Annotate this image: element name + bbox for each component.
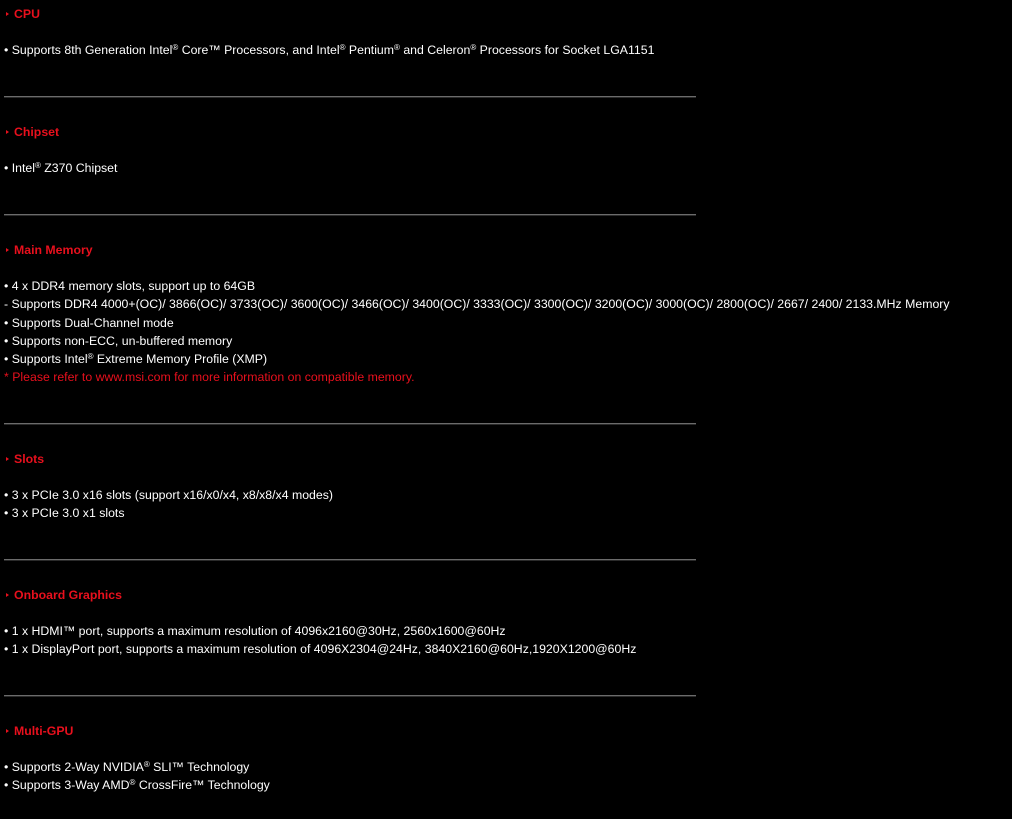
section-heading <box>4 722 1010 740</box>
caret-right-icon <box>6 593 9 597</box>
section-title: Slots <box>14 452 45 466</box>
section-title: CPU <box>14 7 40 21</box>
spec-line: • Supports non-ECC, un-buffered memory <box>4 333 233 348</box>
section-heading <box>4 450 1010 468</box>
spec-section-slots <box>4 450 1010 523</box>
section-heading <box>4 586 1010 604</box>
spec-section-multi-gpu <box>4 722 1010 795</box>
spec-line: • 3 x PCIe 3.0 x1 slots <box>4 506 125 521</box>
section-divider <box>4 214 696 216</box>
caret-right-icon <box>6 12 9 16</box>
section-title: Onboard Graphics <box>14 588 122 602</box>
spec-line: - Supports DDR4 4000+(OC)/ 3866(OC)/ 3733(OC)/ 3600(OC)/ 3466(OC)/ 3400(OC)/ 3333(OC)/ 3300(OC)/ 3200(OC)/ 3000(OC)/ 2800(OC)/ 2667/ 2400/ 2133.MHz Memory <box>4 297 950 312</box>
section-divider <box>4 559 696 561</box>
spec-section-onboard-graphics <box>4 586 1010 659</box>
spec-line: • 4 x DDR4 memory slots, support up to 64GB <box>4 279 256 293</box>
spec-line: • Supports 2-Way NVIDIA® SLI™ Technology <box>4 760 250 774</box>
spec-line: • 1 x DisplayPort port, supports a maximum resolution of 4096X2304@24Hz, 3840X2160@60Hz,1920X1200@60Hz <box>4 642 637 657</box>
caret-right-icon <box>6 457 9 461</box>
memory-compatibility-note: * Please refer to www.msi.com for more information on compatible memory. <box>4 370 415 385</box>
section-heading <box>4 5 1010 23</box>
spec-section-main-memory <box>4 241 1010 387</box>
spec-line: • Supports Intel® Extreme Memory Profile (XMP) <box>4 352 268 367</box>
section-heading <box>4 241 1010 259</box>
section-divider <box>4 695 696 697</box>
spec-line: • Supports Dual-Channel mode <box>4 315 174 330</box>
section-title: Multi-GPU <box>14 724 74 738</box>
section-title: Main Memory <box>14 243 93 257</box>
caret-right-icon <box>6 729 9 733</box>
spec-line: • Intel® Z370 Chipset <box>4 161 118 175</box>
section-title: Chipset <box>14 125 60 139</box>
spec-section-chipset <box>4 123 1010 177</box>
caret-right-icon <box>6 248 9 252</box>
spec-line: • Supports 8th Generation Intel® Core™ Processors, and Intel® Pentium® and Celeron® Processors for Socket LGA1151 <box>4 43 655 57</box>
spec-section-cpu <box>4 5 1010 59</box>
spec-line: • 1 x HDMI™ port, supports a maximum resolution of 4096x2160@30Hz, 2560x1600@60Hz <box>4 624 506 638</box>
caret-right-icon <box>6 130 9 134</box>
section-divider <box>4 423 696 425</box>
section-heading <box>4 123 1010 141</box>
section-divider <box>4 96 696 98</box>
spec-line: • Supports 3-Way AMD® CrossFire™ Technology <box>4 778 270 793</box>
spec-line: • 3 x PCIe 3.0 x16 slots (support x16/x0/x4, x8/x8/x4 modes) <box>4 488 333 502</box>
